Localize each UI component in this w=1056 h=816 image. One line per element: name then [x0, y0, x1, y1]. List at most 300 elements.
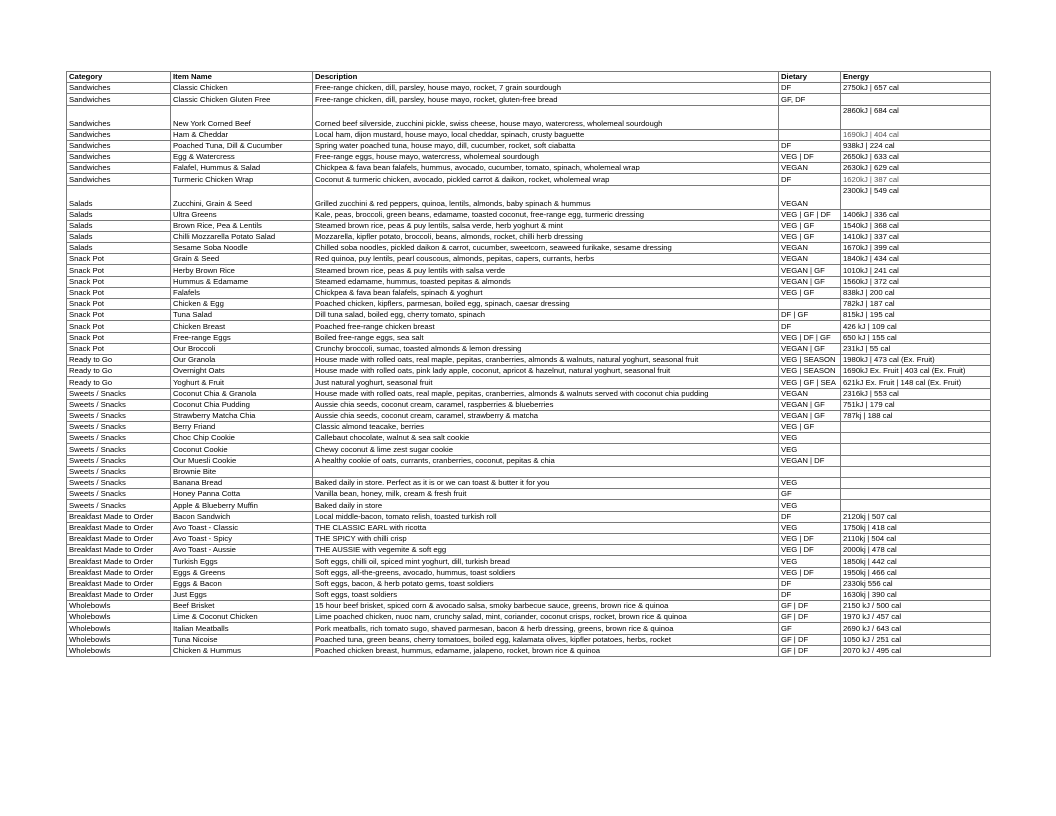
- cell-category[interactable]: Breakfast Made to Order: [67, 533, 171, 544]
- cell-description[interactable]: Poached tuna, green beans, cherry tomatoes, boiled egg, kalamata olives, kipfler potatoes, herbs, rocket: [313, 634, 779, 645]
- cell-energy[interactable]: 1410kJ | 337 cal: [841, 231, 991, 242]
- cell-item-name[interactable]: Free-range Eggs: [171, 332, 313, 343]
- table-row: [67, 243, 991, 254]
- cell-category[interactable]: Snack Pot: [67, 276, 171, 287]
- cell-dietary[interactable]: DF: [779, 589, 841, 600]
- cell-category[interactable]: Breakfast Made to Order: [67, 511, 171, 522]
- cell-description[interactable]: House made with rolled oats, real maple, pepitas, cranberries, almonds & walnuts served with coconut chia pudding: [313, 388, 779, 399]
- cell-dietary[interactable]: DF: [779, 140, 841, 151]
- cell-category[interactable]: Salads: [67, 231, 171, 242]
- menu-table: [66, 71, 991, 657]
- cell-energy[interactable]: 2070 kJ / 495 cal: [841, 645, 991, 656]
- cell-energy[interactable]: 2000kj | 478 cal: [841, 545, 991, 556]
- cell-description[interactable]: Free-range eggs, house mayo, watercress, wholemeal sourdough: [313, 151, 779, 162]
- cell-category[interactable]: Sandwiches: [67, 140, 171, 151]
- cell-category[interactable]: Wholebowls: [67, 623, 171, 634]
- cell-category[interactable]: Snack Pot: [67, 310, 171, 321]
- cell-item-name[interactable]: Our Broccoli: [171, 343, 313, 354]
- cell-category[interactable]: Breakfast Made to Order: [67, 522, 171, 533]
- cell-item-name[interactable]: Coconut Cookie: [171, 444, 313, 455]
- cell-item-name[interactable]: Ham & Cheddar: [171, 129, 313, 140]
- cell-category[interactable]: Sandwiches: [67, 105, 171, 129]
- cell-description[interactable]: Soft eggs, all-the-greens, avocado, hummus, toast soldiers: [313, 567, 779, 578]
- cell-energy[interactable]: 2860kJ | 684 cal: [841, 105, 991, 129]
- cell-category[interactable]: Sweets / Snacks: [67, 422, 171, 433]
- table-row: [67, 151, 991, 162]
- cell-item-name[interactable]: Berry Friand: [171, 422, 313, 433]
- cell-description[interactable]: Callebaut chocolate, walnut & sea salt cookie: [313, 433, 779, 444]
- cell-energy[interactable]: 815kJ | 195 cal: [841, 310, 991, 321]
- header-dietary[interactable]: Dietary: [779, 72, 841, 83]
- cell-category[interactable]: Wholebowls: [67, 645, 171, 656]
- cell-category[interactable]: Sandwiches: [67, 94, 171, 105]
- cell-description[interactable]: Aussie chia seeds, coconut cream, caramel, strawberry & matcha: [313, 410, 779, 421]
- cell-energy[interactable]: 1010kJ | 241 cal: [841, 265, 991, 276]
- cell-category[interactable]: Breakfast Made to Order: [67, 567, 171, 578]
- table-row: [67, 545, 991, 556]
- cell-category[interactable]: Wholebowls: [67, 601, 171, 612]
- cell-dietary[interactable]: VEG | GF | DF: [779, 209, 841, 220]
- cell-description[interactable]: Chickpea & fava bean falafels, spinach & yoghurt: [313, 287, 779, 298]
- cell-energy[interactable]: 2300kJ | 549 cal: [841, 185, 991, 209]
- table-row: [67, 83, 991, 94]
- cell-category[interactable]: Salads: [67, 243, 171, 254]
- header-item-name[interactable]: Item Name: [171, 72, 313, 83]
- cell-energy[interactable]: [841, 489, 991, 500]
- cell-category[interactable]: Breakfast Made to Order: [67, 556, 171, 567]
- cell-category[interactable]: Snack Pot: [67, 299, 171, 310]
- cell-description[interactable]: Chewy coconut & lime zest sugar cookie: [313, 444, 779, 455]
- cell-description[interactable]: Dill tuna salad, boiled egg, cherry tomato, spinach: [313, 310, 779, 321]
- cell-energy[interactable]: [841, 500, 991, 511]
- cell-dietary[interactable]: DF: [779, 174, 841, 185]
- table-row: [67, 410, 991, 421]
- cell-dietary[interactable]: VEG | SEASON: [779, 354, 841, 365]
- cell-item-name[interactable]: Herby Brown Rice: [171, 265, 313, 276]
- cell-energy[interactable]: 838kJ | 200 cal: [841, 287, 991, 298]
- table-row: [67, 310, 991, 321]
- cell-category[interactable]: Sweets / Snacks: [67, 388, 171, 399]
- cell-energy[interactable]: 1560kJ | 372 cal: [841, 276, 991, 287]
- cell-description[interactable]: Chickpea & fava bean falafels, hummus, avocado, cucumber, tomato, spinach, wholemeal wrap: [313, 163, 779, 174]
- cell-category[interactable]: Breakfast Made to Order: [67, 545, 171, 556]
- cell-category[interactable]: Breakfast Made to Order: [67, 589, 171, 600]
- cell-item-name[interactable]: Classic Chicken: [171, 83, 313, 94]
- cell-energy[interactable]: 2316kJ | 553 cal: [841, 388, 991, 399]
- table-row: [67, 399, 991, 410]
- cell-dietary[interactable]: VEGAN: [779, 254, 841, 265]
- table-row: [67, 220, 991, 231]
- cell-item-name[interactable]: Honey Panna Cotta: [171, 489, 313, 500]
- table-row: [67, 601, 991, 612]
- cell-description[interactable]: Classic almond teacake, berries: [313, 422, 779, 433]
- cell-energy[interactable]: [841, 422, 991, 433]
- cell-dietary[interactable]: DF: [779, 511, 841, 522]
- table-row: [67, 377, 991, 388]
- cell-energy[interactable]: [841, 444, 991, 455]
- cell-description[interactable]: Free-range chicken, dill, parsley, house mayo, rocket, 7 grain sourdough: [313, 83, 779, 94]
- cell-dietary[interactable]: VEG: [779, 444, 841, 455]
- table-row: [67, 105, 991, 129]
- table-row: [67, 140, 991, 151]
- cell-description[interactable]: Corned beef silverside, zucchini pickle, swiss cheese, house mayo, watercress, wholemeal sourdough: [313, 105, 779, 129]
- cell-dietary[interactable]: VEGAN | GF: [779, 410, 841, 421]
- cell-description[interactable]: Soft eggs, toast soldiers: [313, 589, 779, 600]
- cell-category[interactable]: Snack Pot: [67, 343, 171, 354]
- cell-description[interactable]: THE SPICY with chilli crisp: [313, 533, 779, 544]
- table-row: [67, 589, 991, 600]
- cell-energy[interactable]: 650 kJ | 155 cal: [841, 332, 991, 343]
- cell-energy[interactable]: 2120kj | 507 cal: [841, 511, 991, 522]
- table-row: [67, 254, 991, 265]
- cell-energy[interactable]: 1950kj | 466 cal: [841, 567, 991, 578]
- cell-energy[interactable]: 1840kJ | 434 cal: [841, 254, 991, 265]
- table-row: [67, 299, 991, 310]
- cell-dietary[interactable]: DF: [779, 83, 841, 94]
- cell-dietary[interactable]: DF: [779, 578, 841, 589]
- cell-description[interactable]: THE CLASSIC EARL with ricotta: [313, 522, 779, 533]
- table-row: [67, 388, 991, 399]
- cell-dietary[interactable]: GF, DF: [779, 94, 841, 105]
- table-row: [67, 533, 991, 544]
- cell-category[interactable]: Snack Pot: [67, 265, 171, 276]
- cell-item-name[interactable]: Avo Toast - Spicy: [171, 533, 313, 544]
- cell-item-name[interactable]: Chicken & Hummus: [171, 645, 313, 656]
- table-row: [67, 265, 991, 276]
- table-row: [67, 366, 991, 377]
- cell-dietary[interactable]: VEGAN | GF: [779, 343, 841, 354]
- cell-category[interactable]: Sweets / Snacks: [67, 500, 171, 511]
- cell-description[interactable]: Poached chicken, kipflers, parmesan, boiled egg, spinach, caesar dressing: [313, 299, 779, 310]
- cell-description[interactable]: Spring water poached tuna, house mayo, dill, cucumber, rocket, soft ciabatta: [313, 140, 779, 151]
- cell-energy[interactable]: 1690kJ | 404 cal: [841, 129, 991, 140]
- cell-item-name[interactable]: Chilli Mozzarella Potato Salad: [171, 231, 313, 242]
- cell-category[interactable]: Breakfast Made to Order: [67, 578, 171, 589]
- cell-description[interactable]: [313, 466, 779, 477]
- cell-dietary[interactable]: GF | DF: [779, 612, 841, 623]
- cell-description[interactable]: Free-range chicken, dill, parsley, house mayo, rocket, gluten-free bread: [313, 94, 779, 105]
- cell-item-name[interactable]: Avo Toast - Aussie: [171, 545, 313, 556]
- table-row: [67, 231, 991, 242]
- cell-dietary[interactable]: VEG: [779, 500, 841, 511]
- cell-description[interactable]: Boiled free-range eggs, sea salt: [313, 332, 779, 343]
- cell-category[interactable]: Wholebowls: [67, 612, 171, 623]
- table-row: [67, 645, 991, 656]
- cell-dietary[interactable]: GF | DF: [779, 601, 841, 612]
- cell-item-name[interactable]: Lime & Coconut Chicken: [171, 612, 313, 623]
- cell-item-name[interactable]: Brownie Bite: [171, 466, 313, 477]
- cell-category[interactable]: Snack Pot: [67, 332, 171, 343]
- cell-energy[interactable]: 1630kj | 390 cal: [841, 589, 991, 600]
- cell-dietary[interactable]: [779, 466, 841, 477]
- cell-item-name[interactable]: Tuna Nicoise: [171, 634, 313, 645]
- cell-description[interactable]: Local middle-bacon, tomato relish, toasted turkish roll: [313, 511, 779, 522]
- table-row: [67, 511, 991, 522]
- cell-description[interactable]: House made with rolled oats, real maple, pepitas, cranberries, almonds & walnuts, natural yoghurt, seasonal fruit: [313, 354, 779, 365]
- cell-item-name[interactable]: Choc Chip Cookie: [171, 433, 313, 444]
- cell-dietary[interactable]: VEGAN: [779, 163, 841, 174]
- cell-description[interactable]: Steamed brown rice, peas & puy lentils with salsa verde: [313, 265, 779, 276]
- cell-description[interactable]: Baked daily in store. Perfect as it is or we can toast & butter it for you: [313, 478, 779, 489]
- cell-dietary[interactable]: VEG | GF: [779, 231, 841, 242]
- cell-item-name[interactable]: Yoghurt & Fruit: [171, 377, 313, 388]
- cell-description[interactable]: Aussie chia seeds, coconut cream, caramel, raspberries & blueberries: [313, 399, 779, 410]
- cell-energy[interactable]: 1690kJ Ex. Fruit | 403 cal (Ex. Fruit): [841, 366, 991, 377]
- cell-energy[interactable]: [841, 455, 991, 466]
- cell-energy[interactable]: [841, 94, 991, 105]
- table-row: [67, 567, 991, 578]
- table-row: [67, 478, 991, 489]
- cell-energy[interactable]: 2690 kJ / 643 cal: [841, 623, 991, 634]
- cell-dietary[interactable]: VEG | DF: [779, 567, 841, 578]
- cell-item-name[interactable]: Ultra Greens: [171, 209, 313, 220]
- cell-category[interactable]: Sandwiches: [67, 151, 171, 162]
- cell-dietary[interactable]: GF: [779, 489, 841, 500]
- cell-dietary[interactable]: [779, 129, 841, 140]
- cell-description[interactable]: Baked daily in store: [313, 500, 779, 511]
- cell-description[interactable]: Crunchy broccoli, sumac, toasted almonds & lemon dressing: [313, 343, 779, 354]
- cell-description[interactable]: Red quinoa, puy lentils, pearl couscous, almonds, pepitas, capers, currants, herbs: [313, 254, 779, 265]
- cell-dietary[interactable]: VEGAN: [779, 185, 841, 209]
- cell-description[interactable]: Local ham, dijon mustard, house mayo, local cheddar, spinach, crusty baguette: [313, 129, 779, 140]
- table-row: [67, 129, 991, 140]
- cell-description[interactable]: Vanilla bean, honey, milk, cream & fresh fruit: [313, 489, 779, 500]
- cell-dietary[interactable]: VEG | GF: [779, 220, 841, 231]
- menu-sheet: [66, 71, 990, 657]
- cell-energy[interactable]: 1050 kJ / 251 cal: [841, 634, 991, 645]
- cell-item-name[interactable]: Chicken Breast: [171, 321, 313, 332]
- cell-dietary[interactable]: [779, 105, 841, 129]
- cell-dietary[interactable]: VEG | SEASON: [779, 366, 841, 377]
- cell-description[interactable]: Just natural yoghurt, seasonal fruit: [313, 377, 779, 388]
- cell-dietary[interactable]: GF | DF: [779, 634, 841, 645]
- cell-energy[interactable]: 2330kj 556 cal: [841, 578, 991, 589]
- cell-description[interactable]: Soft eggs, bacon, & herb potato gems, toast soldiers: [313, 578, 779, 589]
- cell-description[interactable]: Poached free-range chicken breast: [313, 321, 779, 332]
- cell-description[interactable]: Steamed brown rice, peas & puy lentils, salsa verde, herb yoghurt & mint: [313, 220, 779, 231]
- cell-category[interactable]: Ready to Go: [67, 377, 171, 388]
- table-row: [67, 455, 991, 466]
- cell-description[interactable]: House made with rolled oats, pink lady apple, coconut, apricot & hazelnut, natural yoghurt, seasonal fruit: [313, 366, 779, 377]
- table-row: [67, 578, 991, 589]
- cell-dietary[interactable]: VEG | DF: [779, 533, 841, 544]
- cell-energy[interactable]: 1750kj | 418 cal: [841, 522, 991, 533]
- cell-dietary[interactable]: VEG: [779, 478, 841, 489]
- table-row: [67, 489, 991, 500]
- table-body: [67, 83, 991, 657]
- cell-item-name[interactable]: Italian Meatballs: [171, 623, 313, 634]
- cell-dietary[interactable]: VEG | GF: [779, 422, 841, 433]
- cell-energy[interactable]: 1670kJ | 399 cal: [841, 243, 991, 254]
- table-row: [67, 623, 991, 634]
- cell-energy[interactable]: 1980kJ | 473 cal (Ex. Fruit): [841, 354, 991, 365]
- cell-dietary[interactable]: GF: [779, 623, 841, 634]
- cell-dietary[interactable]: DF | GF: [779, 310, 841, 321]
- cell-item-name[interactable]: Coconut Chia Pudding: [171, 399, 313, 410]
- cell-category[interactable]: Sweets / Snacks: [67, 455, 171, 466]
- cell-description[interactable]: Pork meatballs, rich tomato sugo, shaved parmesan, bacon & herb dressing, greens, brown rice & quinoa: [313, 623, 779, 634]
- cell-energy[interactable]: 751kJ | 179 cal: [841, 399, 991, 410]
- cell-energy[interactable]: 1970 kJ / 457 cal: [841, 612, 991, 623]
- table-row: [67, 612, 991, 623]
- cell-energy[interactable]: 2110kj | 504 cal: [841, 533, 991, 544]
- header-energy[interactable]: Energy: [841, 72, 991, 83]
- cell-item-name[interactable]: Egg & Watercress: [171, 151, 313, 162]
- cell-dietary[interactable]: VEGAN | GF: [779, 265, 841, 276]
- table-row: [67, 444, 991, 455]
- table-row: [67, 209, 991, 220]
- table-row: [67, 94, 991, 105]
- cell-item-name[interactable]: Just Eggs: [171, 589, 313, 600]
- cell-energy[interactable]: 938kJ | 224 cal: [841, 140, 991, 151]
- cell-item-name[interactable]: Poached Tuna, Dill & Cucumber: [171, 140, 313, 151]
- cell-item-name[interactable]: Hummus & Edamame: [171, 276, 313, 287]
- table-row: [67, 287, 991, 298]
- cell-item-name[interactable]: Sesame Soba Noodle: [171, 243, 313, 254]
- cell-dietary[interactable]: VEGAN | GF: [779, 399, 841, 410]
- header-description[interactable]: Description: [313, 72, 779, 83]
- header-row: [67, 72, 991, 83]
- cell-item-name[interactable]: Classic Chicken Gluten Free: [171, 94, 313, 105]
- cell-description[interactable]: Steamed edamame, hummus, toasted pepitas & almonds: [313, 276, 779, 287]
- cell-description[interactable]: THE AUSSIE with vegemite & soft egg: [313, 545, 779, 556]
- cell-item-name[interactable]: Our Muesli Cookie: [171, 455, 313, 466]
- cell-energy[interactable]: 1540kJ | 368 cal: [841, 220, 991, 231]
- table-row: [67, 634, 991, 645]
- cell-description[interactable]: Lime poached chicken, nuoc nam, crunchy salad, mint, coriander, coconut crisps, rocket, brown rice & quinoa: [313, 612, 779, 623]
- cell-dietary[interactable]: VEG: [779, 522, 841, 533]
- cell-dietary[interactable]: VEG | DF: [779, 545, 841, 556]
- cell-energy[interactable]: 2650kJ | 633 cal: [841, 151, 991, 162]
- cell-category[interactable]: Ready to Go: [67, 354, 171, 365]
- cell-item-name[interactable]: Overnight Oats: [171, 366, 313, 377]
- cell-category[interactable]: Sweets / Snacks: [67, 433, 171, 444]
- cell-category[interactable]: Sweets / Snacks: [67, 466, 171, 477]
- cell-category[interactable]: Salads: [67, 209, 171, 220]
- cell-item-name[interactable]: Brown Rice, Pea & Lentils: [171, 220, 313, 231]
- cell-energy[interactable]: 2750kJ | 657 cal: [841, 83, 991, 94]
- cell-energy[interactable]: 231kJ | 55 cal: [841, 343, 991, 354]
- cell-dietary[interactable]: VEGAN: [779, 243, 841, 254]
- cell-energy[interactable]: 782kJ | 187 cal: [841, 299, 991, 310]
- table-row: [67, 343, 991, 354]
- table-row: [67, 422, 991, 433]
- cell-item-name[interactable]: New York Corned Beef: [171, 105, 313, 129]
- cell-item-name[interactable]: Falafel, Hummus & Salad: [171, 163, 313, 174]
- table-row: [67, 354, 991, 365]
- cell-item-name[interactable]: Apple & Blueberry Muffin: [171, 500, 313, 511]
- cell-description[interactable]: Poached chicken breast, hummus, edamame, jalapeno, rocket, brown rice & quinoa: [313, 645, 779, 656]
- header-category[interactable]: Category: [67, 72, 171, 83]
- cell-item-name[interactable]: Coconut Chia & Granola: [171, 388, 313, 399]
- cell-category[interactable]: Snack Pot: [67, 321, 171, 332]
- cell-dietary[interactable]: VEG | GF | SEA: [779, 377, 841, 388]
- table-row: [67, 332, 991, 343]
- cell-category[interactable]: Snack Pot: [67, 287, 171, 298]
- cell-dietary[interactable]: DF: [779, 321, 841, 332]
- cell-energy[interactable]: 1850kj | 442 cal: [841, 556, 991, 567]
- cell-category[interactable]: Snack Pot: [67, 254, 171, 265]
- cell-item-name[interactable]: Avo Toast - Classic: [171, 522, 313, 533]
- cell-energy[interactable]: 1406kJ | 336 cal: [841, 209, 991, 220]
- table-row: [67, 174, 991, 185]
- table-row: [67, 522, 991, 533]
- cell-category[interactable]: Sandwiches: [67, 129, 171, 140]
- cell-item-name[interactable]: Our Granola: [171, 354, 313, 365]
- cell-category[interactable]: Ready to Go: [67, 366, 171, 377]
- cell-dietary[interactable]: VEGAN: [779, 388, 841, 399]
- cell-description[interactable]: Kale, peas, broccoli, green beans, edamame, toasted coconut, free-range egg, turmeric dressing: [313, 209, 779, 220]
- cell-dietary[interactable]: VEG | GF: [779, 287, 841, 298]
- cell-description[interactable]: Coconut & turmeric chicken, avocado, pickled carrot & daikon, rocket, wholemeal wrap: [313, 174, 779, 185]
- cell-item-name[interactable]: Grain & Seed: [171, 254, 313, 265]
- table-row: [67, 163, 991, 174]
- cell-energy[interactable]: [841, 478, 991, 489]
- cell-item-name[interactable]: Banana Bread: [171, 478, 313, 489]
- cell-description[interactable]: 15 hour beef brisket, spiced corn & avocado salsa, smoky barbecue sauce, greens, brown rice & quinoa: [313, 601, 779, 612]
- cell-energy[interactable]: 2150 kJ / 500 cal: [841, 601, 991, 612]
- cell-dietary[interactable]: VEG: [779, 556, 841, 567]
- cell-dietary[interactable]: VEG: [779, 433, 841, 444]
- cell-item-name[interactable]: Strawberry Matcha Chia: [171, 410, 313, 421]
- cell-item-name[interactable]: Beef Brisket: [171, 601, 313, 612]
- cell-item-name[interactable]: Turkish Eggs: [171, 556, 313, 567]
- cell-category[interactable]: Sweets / Snacks: [67, 410, 171, 421]
- cell-dietary[interactable]: VEGAN | GF: [779, 276, 841, 287]
- cell-energy[interactable]: 621kJ Ex. Fruit | 148 cal (Ex. Fruit): [841, 377, 991, 388]
- cell-item-name[interactable]: Bacon Sandwich: [171, 511, 313, 522]
- cell-category[interactable]: Salads: [67, 220, 171, 231]
- cell-dietary[interactable]: GF | DF: [779, 645, 841, 656]
- cell-energy[interactable]: [841, 466, 991, 477]
- table-row: [67, 321, 991, 332]
- table-row: [67, 500, 991, 511]
- table-row: [67, 556, 991, 567]
- cell-item-name[interactable]: Turmeric Chicken Wrap: [171, 174, 313, 185]
- cell-category[interactable]: Sweets / Snacks: [67, 478, 171, 489]
- cell-dietary[interactable]: VEGAN | DF: [779, 455, 841, 466]
- cell-category[interactable]: Sandwiches: [67, 174, 171, 185]
- cell-item-name[interactable]: Tuna Salad: [171, 310, 313, 321]
- cell-description[interactable]: Soft eggs, chilli oil, spiced mint yoghurt, dill, turkish bread: [313, 556, 779, 567]
- cell-energy[interactable]: [841, 433, 991, 444]
- cell-category[interactable]: Sandwiches: [67, 163, 171, 174]
- cell-dietary[interactable]: [779, 299, 841, 310]
- cell-category[interactable]: Salads: [67, 185, 171, 209]
- cell-energy[interactable]: 1620kJ | 387 cal: [841, 174, 991, 185]
- cell-item-name[interactable]: Eggs & Greens: [171, 567, 313, 578]
- cell-energy[interactable]: 787kj | 188 cal: [841, 410, 991, 421]
- cell-energy[interactable]: 426 kJ | 109 cal: [841, 321, 991, 332]
- cell-category[interactable]: Sweets / Snacks: [67, 489, 171, 500]
- table-row: [67, 276, 991, 287]
- cell-category[interactable]: Wholebowls: [67, 634, 171, 645]
- cell-item-name[interactable]: Eggs & Bacon: [171, 578, 313, 589]
- cell-description[interactable]: A healthy cookie of oats, currants, cranberries, coconut, pepitas & chia: [313, 455, 779, 466]
- cell-dietary[interactable]: VEG | DF: [779, 151, 841, 162]
- cell-category[interactable]: Sandwiches: [67, 83, 171, 94]
- cell-item-name[interactable]: Chicken & Egg: [171, 299, 313, 310]
- cell-energy[interactable]: 2630kJ | 629 cal: [841, 163, 991, 174]
- cell-category[interactable]: Sweets / Snacks: [67, 399, 171, 410]
- cell-dietary[interactable]: VEG | DF | GF: [779, 332, 841, 343]
- cell-description[interactable]: Chilled soba noodles, pickled daikon & carrot, cucumber, sweetcorn, seaweed furikake, sesame dressing: [313, 243, 779, 254]
- cell-item-name[interactable]: Falafels: [171, 287, 313, 298]
- cell-category[interactable]: Sweets / Snacks: [67, 444, 171, 455]
- cell-description[interactable]: Grilled zucchini & red peppers, quinoa, lentils, almonds, baby spinach & hummus: [313, 185, 779, 209]
- cell-description[interactable]: Mozzarella, kipfler potato, broccoli, beans, almonds, rocket, chilli herb dressing: [313, 231, 779, 242]
- cell-item-name[interactable]: Zucchini, Grain & Seed: [171, 185, 313, 209]
